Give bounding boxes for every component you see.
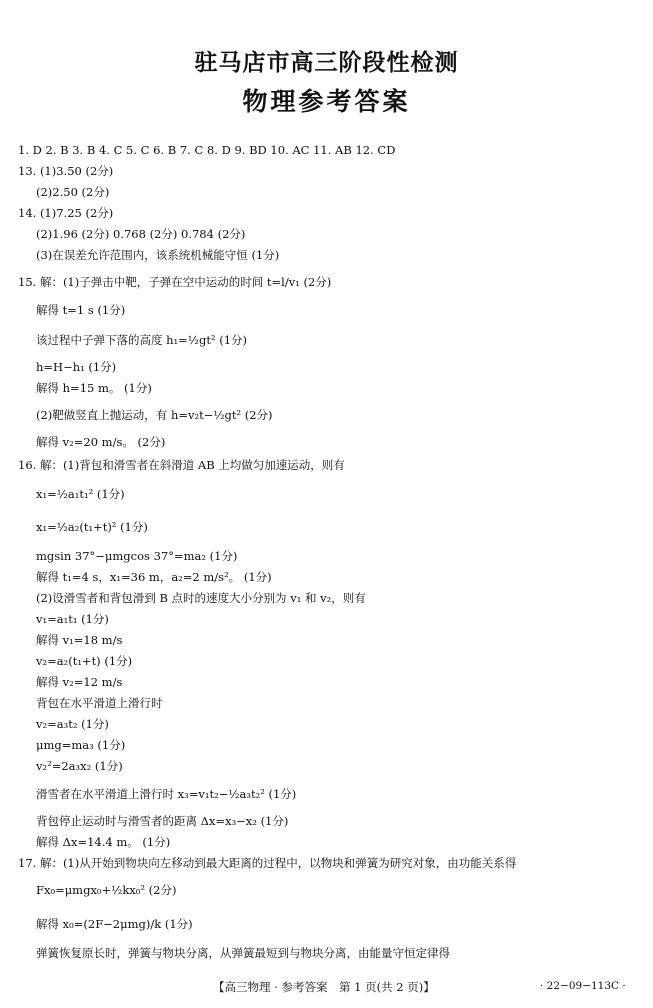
- document-code: · 22−09−113C ·: [540, 980, 626, 992]
- answer-line: h=H−h₁ (1分): [36, 360, 117, 374]
- answer-line: 解得 v₁=18 m/s: [36, 633, 123, 647]
- answer-line: 背包停止运动时与滑雪者的距离 Δx=x₃−x₂ (1分): [36, 814, 289, 828]
- answer-line: (3)在误差允许范围内，该系统机械能守恒 (1分): [36, 248, 280, 262]
- answer-line: 13. (1)3.50 (2分): [18, 164, 114, 178]
- answer-line: 14. (1)7.25 (2分): [18, 206, 114, 220]
- answer-line: x₁=½a₂(t₁+t)² (1分): [36, 520, 148, 534]
- answer-line: x₁=½a₁t₁² (1分): [36, 487, 125, 501]
- answer-line: 解得 v₂=12 m/s: [36, 675, 123, 689]
- answer-line: 背包在水平滑道上滑行时: [36, 696, 163, 710]
- answer-line: v₂²=2a₃x₂ (1分): [36, 759, 123, 773]
- answer-line: (2)靶做竖直上抛运动，有 h=v₂t−½gt² (2分): [36, 408, 273, 422]
- answer-line: 17. 解：(1)从开始到物块向左移动到最大距离的过程中，以物块和弹簧为研究对象，由功能关系得: [18, 856, 517, 870]
- answer-line: (2)2.50 (2分): [36, 185, 110, 199]
- page-subtitle: 物理参考答案: [242, 87, 411, 116]
- page-title: 驻马店市高三阶段性检测: [194, 50, 459, 76]
- answer-line: v₂=a₂(t₁+t) (1分): [36, 654, 133, 668]
- answer-line: 16. 解：(1)背包和滑雪者在斜滑道 AB 上均做匀加速运动，则有: [18, 458, 345, 472]
- answer-line: 15. 解：(1)子弹击中靶，子弹在空中运动的时间 t=l/v₁ (2分): [18, 275, 332, 289]
- answer-line: 解得 t₁=4 s，x₁=36 m，a₂=2 m/s²。 (1分): [36, 570, 272, 584]
- answer-line: 解得 x₀=(2F−2μmg)/k (1分): [36, 917, 193, 931]
- answer-line: 解得 t=1 s (1分): [36, 303, 126, 317]
- answer-line: 解得 v₂=20 m/s。 (2分): [36, 435, 166, 449]
- answer-line: v₁=a₁t₁ (1分): [36, 612, 109, 626]
- answer-line: (2)1.96 (2分) 0.768 (2分) 0.784 (2分): [36, 227, 246, 241]
- page-footer: 【高三物理 · 参考答案 第 1 页(共 2 页)】: [213, 980, 435, 994]
- answer-line: v₂=a₃t₂ (1分): [36, 717, 109, 731]
- answer-line: 1. D 2. B 3. B 4. C 5. C 6. B 7. C 8. D 9. BD 10. AC 11. AB 12. CD: [18, 143, 396, 157]
- answer-line: 滑雪者在水平滑道上滑行时 x₃=v₁t₂−½a₃t₂² (1分): [36, 787, 297, 801]
- answer-line: 解得 Δx=14.4 m。 (1分): [36, 835, 171, 849]
- answer-line: Fx₀=μmgx₀+½kx₀² (2分): [36, 883, 177, 897]
- answer-line: 解得 h=15 m。 (1分): [36, 381, 152, 395]
- answer-line: 该过程中子弹下落的高度 h₁=½gt² (1分): [36, 333, 247, 347]
- answer-line: (2)设滑雪者和背包滑到 B 点时的速度大小分别为 v₁ 和 v₂，则有: [36, 591, 366, 605]
- answer-line: μmg=ma₃ (1分): [36, 738, 126, 752]
- answer-line: mgsin 37°−μmgcos 37°=ma₂ (1分): [36, 549, 238, 563]
- answer-line: 弹簧恢复原长时，弹簧与物块分离，从弹簧最短到与物块分离，由能量守恒定律得: [36, 946, 450, 960]
